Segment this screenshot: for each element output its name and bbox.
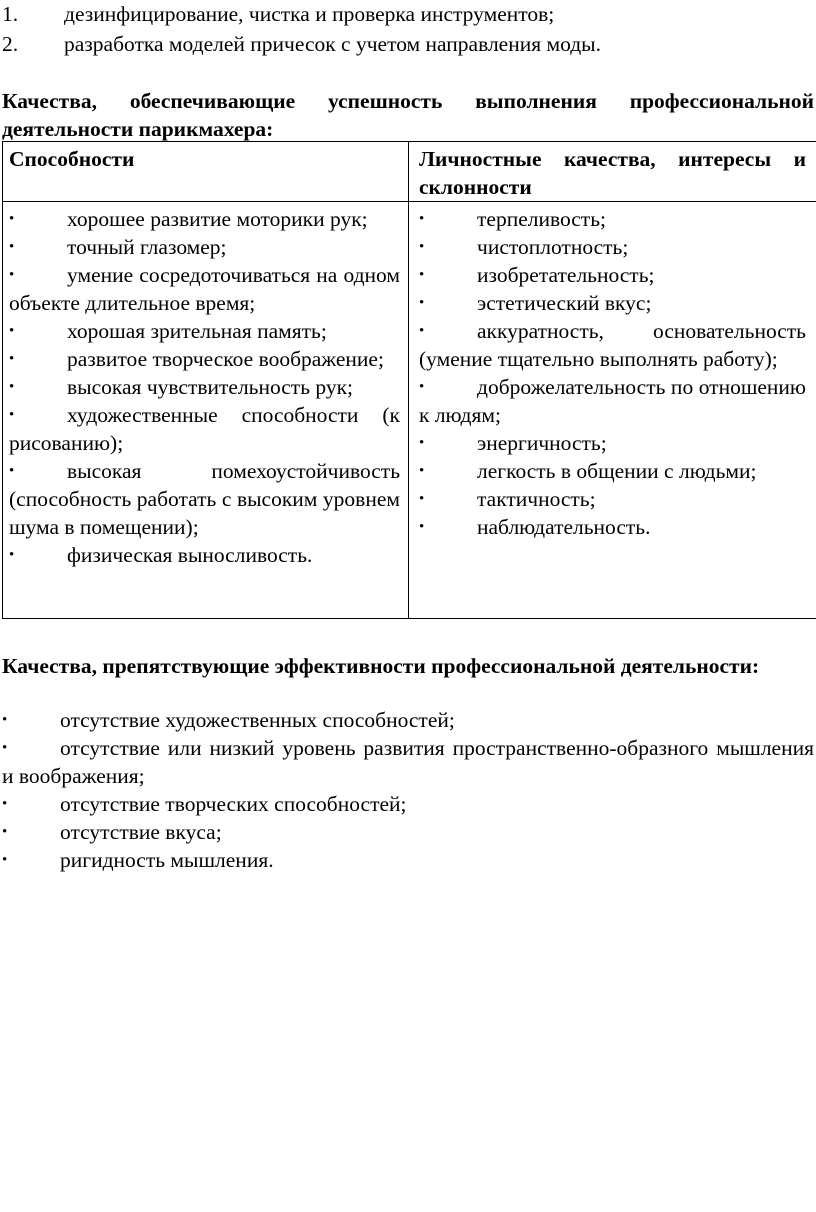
numbered-item bbox=[0, 0, 816, 30]
obstacles-list bbox=[2, 706, 814, 874]
abilities-cell bbox=[3, 202, 409, 619]
bullet-icon: • bbox=[419, 267, 425, 283]
personal-header: Личностные качества, интересы и склонности bbox=[419, 147, 806, 199]
bullet-icon: • bbox=[9, 267, 15, 283]
item-text: дезинфицирование, чистка и проверка инструментов; bbox=[64, 2, 555, 26]
list-item: • высокая помехоустойчивость (способность работать с высоким уровнем шума в помещении); bbox=[9, 459, 400, 539]
bullet-icon: • bbox=[419, 295, 425, 311]
abilities-header-cell bbox=[3, 142, 409, 202]
bullet-icon: • bbox=[9, 323, 15, 339]
list-item: • отсутствие художественных способностей; bbox=[2, 708, 455, 732]
list-item: • развитое творческое воображение; bbox=[9, 347, 384, 371]
success-qualities-heading: Качества, обеспечивающие успешность выполнения профессиональной деятельности парикмахера: bbox=[2, 89, 814, 141]
bullet-icon: • bbox=[419, 211, 425, 227]
list-item: • наблюдательность. bbox=[419, 515, 651, 539]
qualities-table bbox=[2, 141, 816, 619]
list-item: • изобретательность; bbox=[419, 263, 655, 287]
item-number: 2. bbox=[2, 32, 19, 56]
item-number: 1. bbox=[2, 2, 19, 26]
personal-list bbox=[409, 202, 816, 541]
bullet-icon: • bbox=[2, 712, 8, 728]
list-item: • точный глазомер; bbox=[9, 235, 227, 259]
list-item: • отсутствие вкуса; bbox=[2, 820, 222, 844]
list-item: • отсутствие творческих способностей; bbox=[2, 792, 407, 816]
numbered-item bbox=[0, 30, 816, 60]
bullet-icon: • bbox=[419, 491, 425, 507]
bullet-icon: • bbox=[2, 852, 8, 868]
list-item: • чистоплотность; bbox=[419, 235, 629, 259]
abilities-list bbox=[3, 202, 408, 569]
list-item: • физическая выносливость. bbox=[9, 543, 313, 567]
obstacle-qualities-heading: Качества, препятствующие эффективности профессиональной деятельности: bbox=[2, 654, 760, 678]
item-text: разработка моделей причесок с учетом направления моды. bbox=[64, 32, 601, 56]
list-item: • тактичность; bbox=[419, 487, 596, 511]
list-item: • умение сосредоточиваться на одном объекте длительное время; bbox=[9, 263, 400, 315]
list-item: • хорошее развитие моторики рук; bbox=[9, 207, 368, 231]
bullet-icon: • bbox=[9, 379, 15, 395]
list-item: • терпеливость; bbox=[419, 207, 606, 231]
list-item: • хорошая зрительная память; bbox=[9, 319, 327, 343]
list-item: • доброжелательность по отношению к людям; bbox=[419, 375, 806, 427]
numbered-list bbox=[0, 0, 816, 60]
list-item: • отсутствие или низкий уровень развития пространственно-образного мышления и воображения; bbox=[2, 736, 814, 788]
list-item: • ригидность мышления. bbox=[2, 848, 274, 872]
bullet-icon: • bbox=[419, 435, 425, 451]
table-body-row bbox=[3, 202, 816, 619]
bullet-icon: • bbox=[419, 239, 425, 255]
bullet-icon: • bbox=[9, 463, 15, 479]
bullet-icon: • bbox=[2, 824, 8, 840]
table-header-row bbox=[3, 142, 816, 202]
bullet-icon: • bbox=[9, 547, 15, 563]
bullet-icon: • bbox=[9, 239, 15, 255]
bullet-icon: • bbox=[9, 351, 15, 367]
list-item: • эстетический вкус; bbox=[419, 291, 652, 315]
list-item: • легкость в общении с людьми; bbox=[419, 459, 757, 483]
list-item: • художественные способности (к рисованию); bbox=[9, 403, 400, 455]
list-item: • высокая чувствительность рук; bbox=[9, 375, 354, 399]
abilities-header: Способности bbox=[9, 147, 135, 171]
bullet-icon: • bbox=[9, 211, 15, 227]
bullet-icon: • bbox=[9, 407, 15, 423]
bullet-icon: • bbox=[419, 463, 425, 479]
bullet-icon: • bbox=[419, 379, 425, 395]
personal-header-cell bbox=[409, 142, 816, 202]
bullet-icon: • bbox=[419, 519, 425, 535]
list-item: • аккуратность, основательность (умение тщательно выполнять работу); bbox=[419, 319, 806, 371]
list-item: • энергичность; bbox=[419, 431, 607, 455]
bullet-icon: • bbox=[2, 740, 8, 756]
bullet-icon: • bbox=[419, 323, 425, 339]
personal-cell bbox=[409, 202, 816, 619]
bullet-icon: • bbox=[2, 796, 8, 812]
